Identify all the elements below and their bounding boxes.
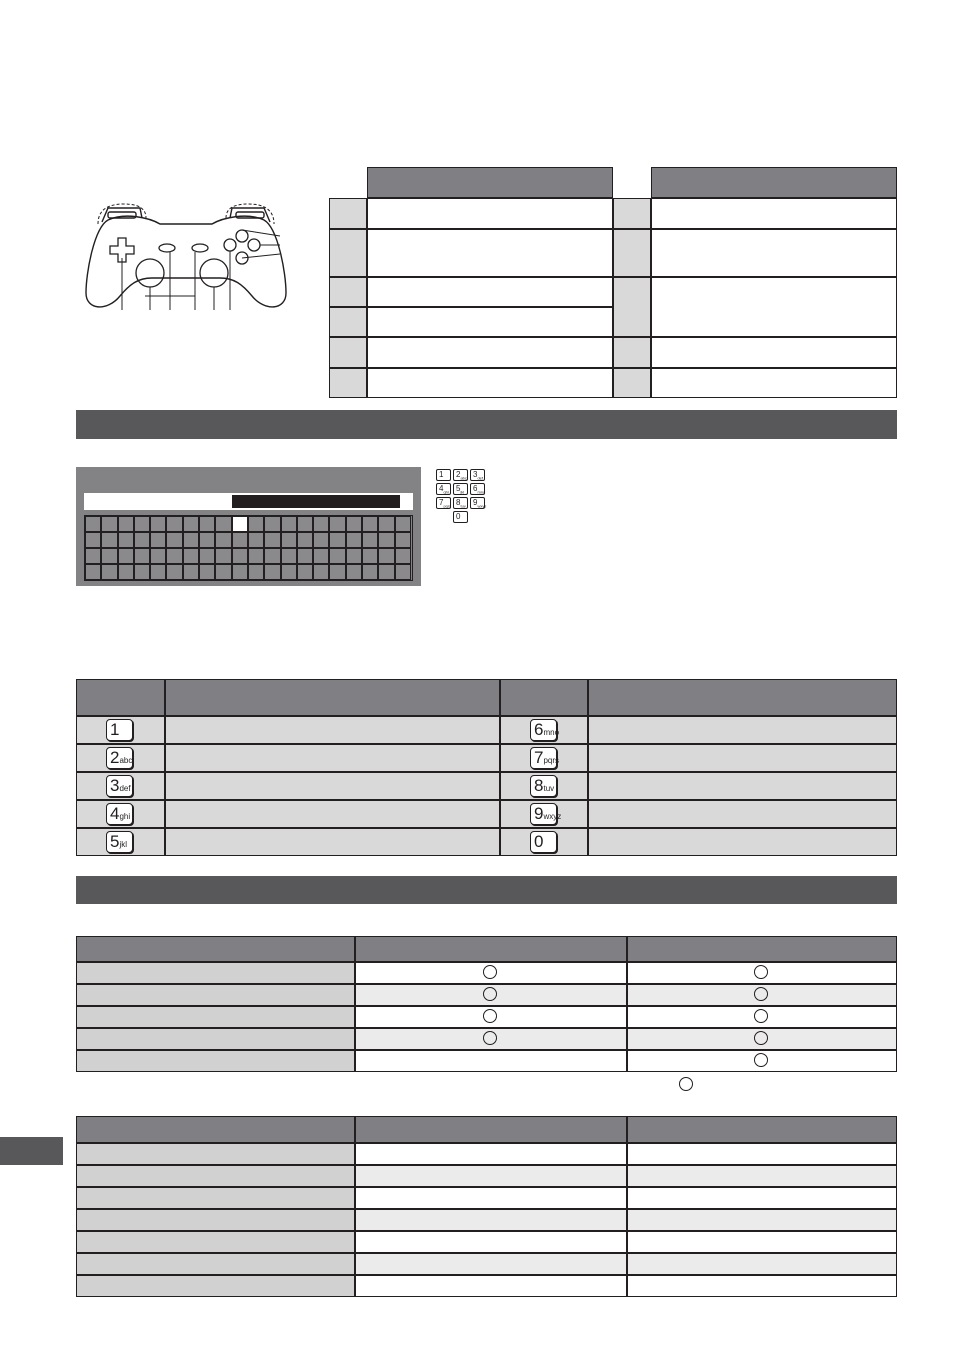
- mini-number-key: [436, 497, 451, 509]
- gamepad-row-cell: [367, 368, 613, 398]
- numeric-table-desc-cell: [588, 772, 897, 800]
- key-letters: def: [119, 784, 131, 793]
- character-cell[interactable]: [378, 564, 394, 580]
- gamepad-row-cell: [367, 198, 613, 229]
- gamepad-row-cell: [367, 277, 613, 307]
- remote-number-key-icon: [530, 803, 562, 825]
- character-cell[interactable]: [329, 564, 345, 580]
- character-cell[interactable]: [118, 564, 134, 580]
- character-cell[interactable]: [183, 516, 199, 532]
- character-cell[interactable]: [281, 516, 297, 532]
- character-cell[interactable]: [264, 516, 280, 532]
- character-cell[interactable]: [297, 532, 313, 548]
- character-grid[interactable]: [84, 515, 413, 581]
- mini-number-key: [436, 483, 451, 495]
- remote-number-key-icon: [106, 747, 133, 769]
- mini-key-digit: 1: [439, 470, 444, 479]
- character-cell[interactable]: [85, 516, 101, 532]
- mini-number-key: [453, 497, 468, 509]
- compat-row-label: [76, 1028, 355, 1050]
- character-cell[interactable]: [395, 516, 411, 532]
- character-cell[interactable]: [395, 548, 411, 564]
- gamepad-row-num: [613, 277, 651, 337]
- numeric-table-header: [500, 679, 588, 716]
- mini-number-key: [470, 483, 485, 495]
- text-input-highlight: [232, 495, 400, 508]
- character-cell[interactable]: [215, 532, 231, 548]
- gamepad-row-cell: [367, 307, 613, 337]
- character-cell[interactable]: [378, 516, 394, 532]
- character-cell[interactable]: [362, 564, 378, 580]
- character-cell[interactable]: [232, 564, 248, 580]
- mini-key-letters: jkl: [460, 489, 465, 495]
- numeric-table-desc-cell: [165, 800, 500, 828]
- character-cell[interactable]: [215, 548, 231, 564]
- character-cell[interactable]: [134, 548, 150, 564]
- key-letters: pqrs: [543, 756, 560, 765]
- supported-circle-icon: [754, 1053, 768, 1067]
- numeric-table-desc-cell: [165, 772, 500, 800]
- character-cell[interactable]: [346, 532, 362, 548]
- character-cell[interactable]: [248, 532, 264, 548]
- remote-numeric-keypad-icon: [436, 469, 485, 523]
- compat-cell: [355, 1143, 627, 1165]
- gamepad-row-cell: [651, 368, 897, 398]
- supported-symbol-legend-icon: [679, 1077, 693, 1091]
- compat-cell: [355, 1253, 627, 1275]
- key-digit: 4: [110, 804, 120, 823]
- character-cell[interactable]: [313, 516, 329, 532]
- compat-cell: [355, 1050, 627, 1072]
- character-cell[interactable]: [183, 548, 199, 564]
- character-cell[interactable]: [166, 532, 182, 548]
- character-cell[interactable]: [329, 516, 345, 532]
- compat-cell: [355, 1187, 627, 1209]
- key-digit: 7: [534, 748, 544, 767]
- numeric-table-header: [165, 679, 500, 716]
- character-cell[interactable]: [346, 564, 362, 580]
- mini-key-letters: pqrs: [443, 503, 452, 509]
- character-cell[interactable]: [101, 532, 117, 548]
- character-cell[interactable]: [281, 564, 297, 580]
- chapter-side-tab: [0, 1137, 63, 1165]
- remote-number-key-icon: [530, 719, 560, 741]
- character-cell[interactable]: [85, 532, 101, 548]
- character-cell[interactable]: [313, 564, 329, 580]
- character-cell[interactable]: [118, 516, 134, 532]
- compat-row-label: [76, 1187, 355, 1209]
- compat-row-label: [76, 1165, 355, 1187]
- gamepad-table-left-header: [367, 167, 613, 198]
- compat-table-header: [355, 936, 627, 962]
- key-letters: wxyz: [543, 812, 562, 821]
- character-cell[interactable]: [134, 516, 150, 532]
- mini-key-digit: 2: [456, 470, 461, 479]
- mini-key-letters: tuv: [460, 503, 466, 509]
- character-cell[interactable]: [281, 548, 297, 564]
- compat-row-label: [76, 1143, 355, 1165]
- numeric-table-desc-cell: [588, 800, 897, 828]
- supported-circle-icon: [483, 965, 497, 979]
- remote-number-key-icon: [106, 831, 133, 853]
- character-cell[interactable]: [264, 564, 280, 580]
- remote-number-key-icon: [530, 747, 560, 769]
- remote-number-key-icon: [106, 775, 133, 797]
- gamepad-row-cell: [651, 229, 897, 277]
- character-cell[interactable]: [248, 564, 264, 580]
- key-digit: 0: [534, 832, 544, 851]
- character-cell[interactable]: [150, 564, 166, 580]
- text-input-field[interactable]: [84, 493, 413, 510]
- compat-row-label: [76, 1275, 355, 1297]
- character-cell[interactable]: [134, 564, 150, 580]
- character-cell[interactable]: [362, 532, 378, 548]
- character-cell[interactable]: [134, 532, 150, 548]
- mini-number-key: [453, 483, 468, 495]
- remote-number-key-icon: [530, 831, 557, 853]
- character-cell[interactable]: [166, 548, 182, 564]
- mini-key-digit: 6: [473, 484, 478, 493]
- compat-cell: [355, 1165, 627, 1187]
- remote-number-key-icon: [106, 803, 133, 825]
- compat-row-label: [76, 1050, 355, 1072]
- character-cell[interactable]: [101, 516, 117, 532]
- supported-circle-icon: [483, 987, 497, 1001]
- mini-number-key: [453, 511, 468, 523]
- numeric-table-desc-cell: [165, 744, 500, 772]
- key-digit: 2: [110, 748, 120, 767]
- gamepad-row-cell: [651, 198, 897, 229]
- mini-key-letters: wxyz: [477, 503, 487, 509]
- character-cell[interactable]: [362, 548, 378, 564]
- character-cell[interactable]: [150, 516, 166, 532]
- compat-cell: [355, 1209, 627, 1231]
- key-letters: jkl: [119, 840, 128, 849]
- character-cell[interactable]: [297, 548, 313, 564]
- mini-key-letters: def: [477, 475, 484, 481]
- onscreen-keyboard-panel: [76, 467, 421, 586]
- character-cell[interactable]: [329, 548, 345, 564]
- remote-number-key-icon: [106, 719, 133, 741]
- character-cell[interactable]: [183, 564, 199, 580]
- character-cell[interactable]: [101, 564, 117, 580]
- gamepad-row-num: [613, 337, 651, 368]
- character-cell[interactable]: [395, 564, 411, 580]
- character-cell[interactable]: [346, 516, 362, 532]
- numeric-table-desc-cell: [165, 828, 500, 856]
- compat-row-label: [76, 1253, 355, 1275]
- compat-table-header: [627, 1116, 897, 1143]
- numeric-table-desc-cell: [165, 716, 500, 744]
- numeric-table-desc-cell: [588, 716, 897, 744]
- gamepad-row-num: [613, 198, 651, 229]
- gamepad-row-num: [613, 368, 651, 398]
- character-cell[interactable]: [199, 564, 215, 580]
- character-cell[interactable]: [395, 532, 411, 548]
- compat-cell: [627, 1165, 897, 1187]
- gamepad-row-cell: [651, 337, 897, 368]
- gamepad-row-num: [329, 198, 367, 229]
- mini-key-letters: mno: [477, 489, 486, 495]
- mini-key-letters: abc: [460, 475, 467, 481]
- gamepad-row-num: [329, 368, 367, 398]
- character-cell[interactable]: [378, 548, 394, 564]
- key-letters: ghi: [119, 812, 131, 821]
- gamepad-row-num: [613, 229, 651, 277]
- character-cell[interactable]: [281, 532, 297, 548]
- mini-key-digit: 3: [473, 470, 478, 479]
- compat-cell: [627, 1143, 897, 1165]
- supported-circle-icon: [754, 1031, 768, 1045]
- character-cell[interactable]: [85, 564, 101, 580]
- gamepad-row-num: [329, 277, 367, 307]
- key-letters: abc: [119, 756, 133, 765]
- mini-key-digit: 5: [456, 484, 461, 493]
- compat-row-label: [76, 1209, 355, 1231]
- character-cell[interactable]: [362, 516, 378, 532]
- numeric-table-header: [76, 679, 165, 716]
- character-cell[interactable]: [248, 548, 264, 564]
- key-digit: 8: [534, 776, 544, 795]
- character-cell[interactable]: [199, 532, 215, 548]
- compat-cell: [627, 1187, 897, 1209]
- mini-number-key: [470, 497, 485, 509]
- numeric-table-header: [588, 679, 897, 716]
- character-cell[interactable]: [264, 548, 280, 564]
- key-digit: 6: [534, 720, 544, 739]
- gamepad-row-num: [329, 337, 367, 368]
- character-cell[interactable]: [215, 516, 231, 532]
- character-cell[interactable]: [313, 532, 329, 548]
- supported-circle-icon: [754, 987, 768, 1001]
- character-cell[interactable]: [264, 532, 280, 548]
- supported-circle-icon: [754, 1009, 768, 1023]
- gamepad-row-cell: [367, 337, 613, 368]
- gamepad-row-num: [329, 229, 367, 277]
- gamepad-table-right-header: [651, 167, 897, 198]
- character-cell[interactable]: [150, 548, 166, 564]
- mini-number-key: [436, 469, 451, 481]
- mini-key-digit: 8: [456, 498, 461, 507]
- character-cell[interactable]: [248, 516, 264, 532]
- key-digit: 3: [110, 776, 120, 795]
- character-cell[interactable]: [378, 532, 394, 548]
- compat-cell: [627, 1253, 897, 1275]
- compat-row-label: [76, 984, 355, 1006]
- character-cell[interactable]: [232, 532, 248, 548]
- mini-key-digit: 0: [456, 512, 461, 521]
- key-letters: tuv: [543, 784, 555, 793]
- compat-row-label: [76, 1231, 355, 1253]
- character-cell[interactable]: [232, 548, 248, 564]
- compat-cell: [355, 1275, 627, 1297]
- compat-table-header: [355, 1116, 627, 1143]
- key-letters: mno: [543, 728, 560, 737]
- numeric-table-desc-cell: [588, 828, 897, 856]
- mini-key-digit: 4: [439, 484, 444, 493]
- character-cell[interactable]: [166, 516, 182, 532]
- character-cell[interactable]: [150, 532, 166, 548]
- mini-key-digit: 7: [439, 498, 444, 507]
- compat-row-label: [76, 962, 355, 984]
- character-cell[interactable]: [297, 516, 313, 532]
- character-cell[interactable]: [166, 564, 182, 580]
- key-digit: 9: [534, 804, 544, 823]
- numeric-table-desc-cell: [588, 744, 897, 772]
- compat-cell: [627, 1231, 897, 1253]
- compat-row-label: [76, 1006, 355, 1028]
- character-cell[interactable]: [118, 532, 134, 548]
- gamepad-row-cell: [651, 277, 897, 337]
- gamepad-row-num: [329, 307, 367, 337]
- compat-table-header: [76, 936, 355, 962]
- character-cell[interactable]: [118, 548, 134, 564]
- section-bar-keyboard: [76, 410, 897, 439]
- mini-key-digit: 9: [473, 498, 478, 507]
- character-cell[interactable]: [297, 564, 313, 580]
- character-cell[interactable]: [232, 516, 248, 532]
- gamepad-illustration: [80, 198, 292, 314]
- compat-cell: [627, 1275, 897, 1297]
- character-cell[interactable]: [215, 564, 231, 580]
- key-digit: 5: [110, 832, 120, 851]
- character-cell[interactable]: [85, 548, 101, 564]
- character-cell[interactable]: [313, 548, 329, 564]
- mini-key-letters: ghi: [443, 489, 449, 495]
- gamepad-row-cell: [367, 229, 613, 277]
- compat-cell: [627, 1209, 897, 1231]
- character-cell[interactable]: [101, 548, 117, 564]
- character-cell[interactable]: [346, 548, 362, 564]
- character-cell[interactable]: [183, 532, 199, 548]
- section-bar-compatibility: [76, 876, 897, 904]
- character-cell[interactable]: [199, 548, 215, 564]
- remote-number-key-icon: [530, 775, 557, 797]
- compat-table-header: [76, 1116, 355, 1143]
- supported-circle-icon: [483, 1009, 497, 1023]
- compat-table-header: [627, 936, 897, 962]
- compat-cell: [355, 1231, 627, 1253]
- character-cell[interactable]: [329, 532, 345, 548]
- supported-circle-icon: [754, 965, 768, 979]
- supported-circle-icon: [483, 1031, 497, 1045]
- key-digit: 1: [110, 720, 120, 739]
- mini-number-key: [453, 469, 468, 481]
- mini-number-key: [470, 469, 485, 481]
- character-cell[interactable]: [199, 516, 215, 532]
